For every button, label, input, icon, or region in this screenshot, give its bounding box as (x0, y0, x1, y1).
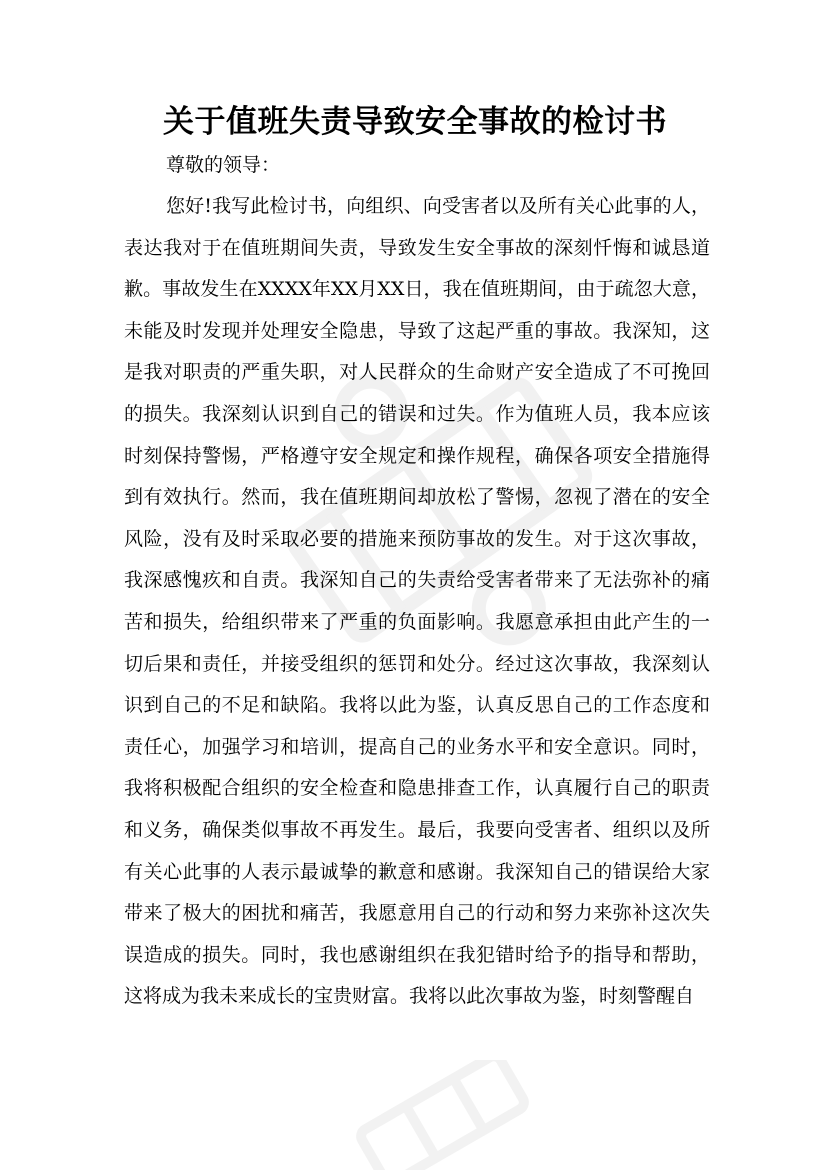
document-title: 关于值班失责导致安全事故的检讨书 (163, 104, 667, 140)
salutation: 尊敬的领导： (166, 154, 281, 176)
body-paragraph: 您好!我写此检讨书，向组织、向受害者以及所有关心此事的人，表达我对于在值班期间失责，导致发生安全事故的深刻忏悔和诚恳道歉。事故发生在XXXX年XX月XX日，我在值班期间，由于疏忽大意，未能及时发现并处理安全隐患，导致了这起严重的事故。我深知，这是我对职责的严重失职，对人民群众的生命财产安全造成了不可挽回的损失。我深刻认识到自己的错误和过失。作为值班人员，我本应该时刻保持警惕，严格遵守安全规定和操作规程，确保各项安全措施得到有效执行。然而，我在值班期间却放松了警惕，忽视了潜在的安全风险，没有及时采取必要的措施来预防事故的发生。对于这次事故，我深感愧疚和自责。我深知自己的失责给受害者带来了无法弥补的痛苦和损失，给组织带来了严重的负面影响。我愿意承担由此产生的一切后果和责任，并接受组织的惩罚和处分。经过这次事故，我深刻认识到自己的不足和缺陷。我将以此为鉴，认真反思自己的工作态度和责任心，加强学习和培训，提高自己的业务水平和安全意识。同时，我将积极配合组织的安全检查和隐患排查工作，认真履行自己的职责和义务，确保类似事故不再发生。最后，我要向受害者、组织以及所有关心此事的人表示最诚挚的歉意和感谢。我深知自己的错误给大家带来了极大的困扰和痛苦，我愿意用自己的行动和努力来弥补这次失误造成的损失。同时，我也感谢组织在我犯错时给予的指导和帮助，这将成为我未来成长的宝贵财富。我将以此次事故为鉴，时刻警醒自 (124, 195, 710, 1008)
watermark-fragment-icon (330, 1060, 550, 1170)
